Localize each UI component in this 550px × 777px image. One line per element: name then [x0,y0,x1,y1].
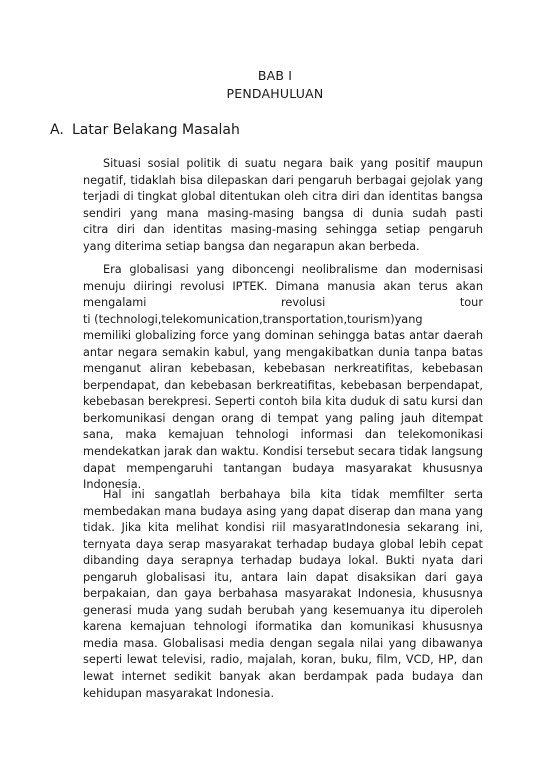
section-heading [50,122,240,138]
paragraph-line: kehidupan masyarakat Indonesia. [83,686,275,700]
paragraph-line: media masa. Globalisasi media dengan segala nilai yang dibawanya [83,636,483,650]
paragraph-line: antar negara semakin kabul, yang mengakibatkan dunia tanpa batas [83,345,483,359]
paragraph-line: yang diterima setiap bangsa dan negarapun akan berbeda. [83,239,420,253]
paragraph-line: lewat internet sedikit banyak akan berdampak pada budaya dan [83,670,483,684]
paragraph-line: Situasi sosial politik di suatu negara baik yang positif maupun [103,157,483,170]
paragraph-line: dapat mempengaruhi tantangan budaya masyarakat khususnya [83,461,483,475]
paragraph-line: sendiri yang mana masing-masing bangsa di dunia sudah pasti [83,206,483,220]
paragraph-line: ternyata daya serap masyarakat terhadap budaya global lebih cepat [83,537,483,551]
paragraph-line: generasi muda yang sudah berubah yang kesemuanya itu diperoleh [83,603,483,617]
paragraph-line: memiliki globalizing force yang dominan sehingga batas antar daerah [83,329,483,343]
paragraph-line: sana, maka kemajuan tehnologi informasi dan telekomonikasi [83,428,483,442]
paragraph-line: negatif, tidaklah bisa dilepaskan dari pengaruh berbagai gejolak yang [83,173,483,187]
section-label: A. [50,122,64,138]
paragraph-line: mengalami revolusi tour [83,296,483,310]
paragraph-line: pengaruh globalisasi itu, antara lain dapat disaksikan dari gaya [83,570,483,584]
paragraph-line: membedakan mana budaya asing yang dapat diserap dan mana yang [83,504,483,518]
paragraph-line: berpendapat, dan kebebasan berkreatifitas, kebebasan berpendapat, [83,378,483,392]
paragraph-line: karena kemajuan tehnologi iformatika dan komunikasi khususnya [83,620,483,634]
paragraph-line: mendekatkan jarak dan waktu. Kondisi tersebut secara tidak langsung [83,445,483,459]
paragraph-line: menganut aliran kebebasan, kebebasan nerkreatifitas, kebebasan [83,362,483,376]
paragraph-line: kebebasan berekpresi. Seperti contoh bila kita duduk di satu kursi dan [83,395,483,409]
chapter-number: BAB I [257,68,293,83]
paragraph-line: menuju diiringi revolusi IPTEK. Dimana manusia akan terus akan [83,279,483,293]
paragraph-line: berpakaian, dan gaya berbahasa masyarakat Indonesia, khususnya [83,587,483,601]
paragraph-line: ti (technologi,telekomunication,transportation,tourism)yang [83,312,423,326]
paragraph-2 [83,262,483,494]
paragraph-line: citra diri dan identitas masing-masing sehingga setiap pengaruh [83,223,483,237]
paragraph-line: terjadi di tingkat global ditentukan oleh citra diri dan identitas bangsa [83,190,483,204]
paragraph-line: dibanding daya serapnya terhadap budaya lokal. Bukti nyata dari [83,554,483,568]
chapter-title: PENDAHULUAN [226,86,324,101]
paragraph-line: tidak. Jika kita melihat kondisi riil masyaratIndonesia sekarang ini, [83,521,483,535]
paragraph-line: Hal ini sangatlah berbahaya bila kita tidak memfilter serta [103,488,483,501]
paragraph-1 [83,156,483,255]
paragraph-3 [83,487,483,702]
section-title: Latar Belakang Masalah [72,122,240,138]
paragraph-line: seperti lewat televisi, radio, majalah, koran, buku, film, VCD, HP, dan [83,653,483,667]
paragraph-line: Era globalisasi yang diboncengi neolibralisme dan modernisasi [103,263,483,276]
paragraph-line: Indonesia. [83,478,142,492]
paragraph-line: berkomunikasi dengan orang di tempat yang paling jauh ditempat [83,411,483,425]
